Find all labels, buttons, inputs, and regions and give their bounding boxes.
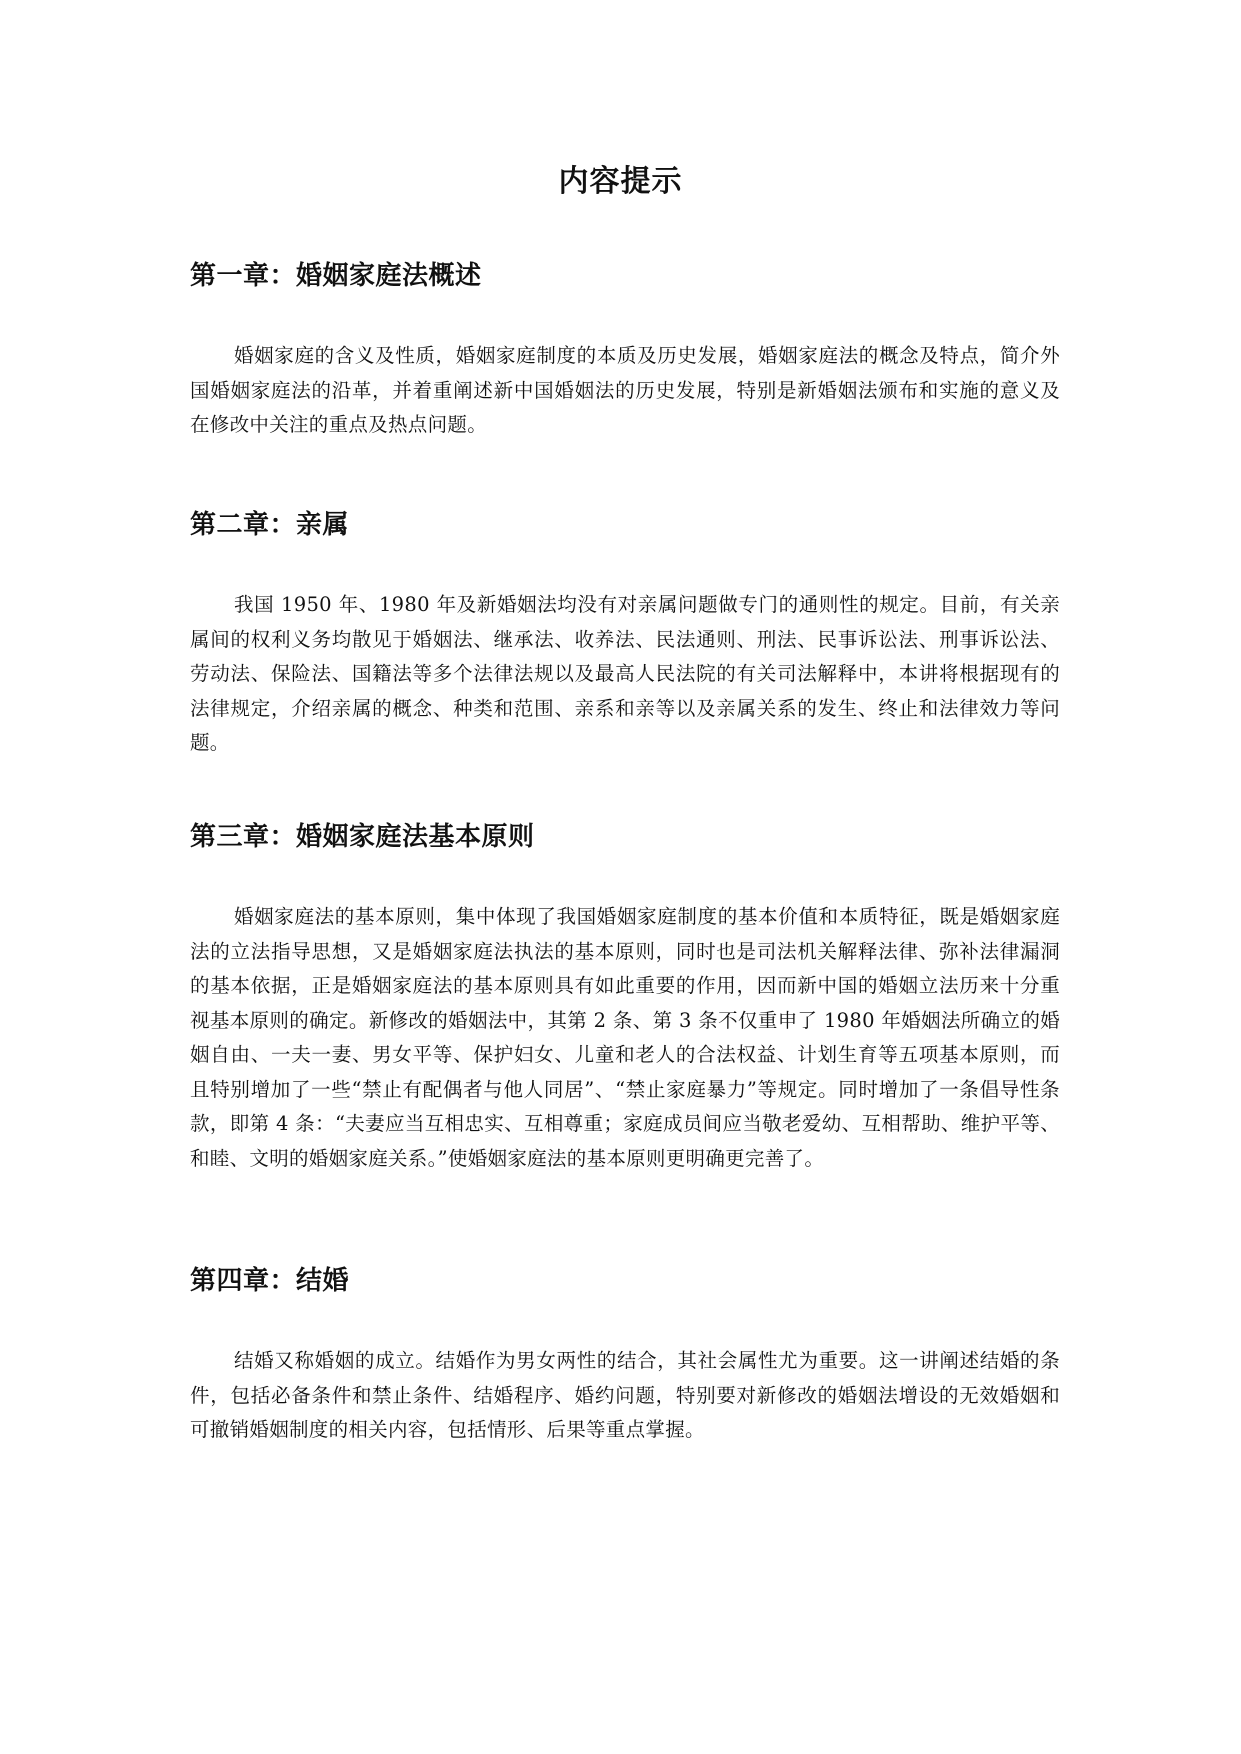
chapter-4-heading: 第四章：结婚 <box>190 1266 350 1296</box>
chapter-3-section <box>190 819 1060 1176</box>
chapter-2-heading: 第二章：亲属 <box>190 510 350 540</box>
chapter-1-section <box>190 258 1060 443</box>
chapter-1-body: 婚姻家庭的含义及性质，婚姻家庭制度的本质及历史发展，婚姻家庭法的概念及特点，简介外国婚姻家庭法的沿革，并着重阐述新中国婚姻法的历史发展，特别是新婚姻法颁布和实施的意义及在修改中关注的重点及热点问题。 <box>190 344 1060 436</box>
chapter-4-body: 结婚又称婚姻的成立。结婚作为男女两性的结合，其社会属性尤为重要。这一讲阐述结婚的条件，包括必备条件和禁止条件、结婚程序、婚约问题，特别要对新修改的婚姻法增设的无效婚姻和可撤销婚姻制度的相关内容，包括情形、后果等重点掌握。 <box>190 1349 1060 1441</box>
chapter-2-section <box>190 507 1060 761</box>
chapter-4-section <box>190 1263 1060 1448</box>
page-title: 内容提示 <box>558 164 683 199</box>
chapter-3-heading: 第三章：婚姻家庭法基本原则 <box>190 822 535 852</box>
chapter-3-body: 婚姻家庭法的基本原则，集中体现了我国婚姻家庭制度的基本价值和本质特征，既是婚姻家庭法的立法指导思想，又是婚姻家庭法执法的基本原则，同时也是司法机关解释法律、弥补法律漏洞的基本依据，正是婚姻家庭法的基本原则具有如此重要的作用，因而新中国的婚姻立法历来十分重视基本原则的确定。新修改的婚姻法中，其第 2 条、第 3 条不仅重申了 1980 年婚姻法所确立的婚姻自由、一夫一妻、男女平等、保护妇女、儿童和老人的合法权益、计划生育等五项基本原则，而且特别增加了一些“禁止有配偶者与他人同居”、“禁止家庭暴力”等规定。同时增加了一条倡导性条款，即第 4 条：“夫妻应当互相忠实、互相尊重；家庭成员间应当敬老爱幼、互相帮助、维护平等、和睦、文明的婚姻家庭关系。”使婚姻家庭法的基本原则更明确更完善了。 <box>190 905 1060 1170</box>
chapter-1-heading: 第一章：婚姻家庭法概述 <box>190 261 482 291</box>
chapter-2-body: 我国 1950 年、1980 年及新婚姻法均没有对亲属问题做专门的通则性的规定。目前，有关亲属间的权利义务均散见于婚姻法、继承法、收养法、民法通则、刑法、民事诉讼法、刑事诉讼法、劳动法、保险法、国籍法等多个法律法规以及最高人民法院的有关司法解释中，本讲将根据现有的法律规定，介绍亲属的概念、种类和范围、亲系和亲等以及亲属关系的发生、终止和法律效力等问题。 <box>190 593 1060 754</box>
